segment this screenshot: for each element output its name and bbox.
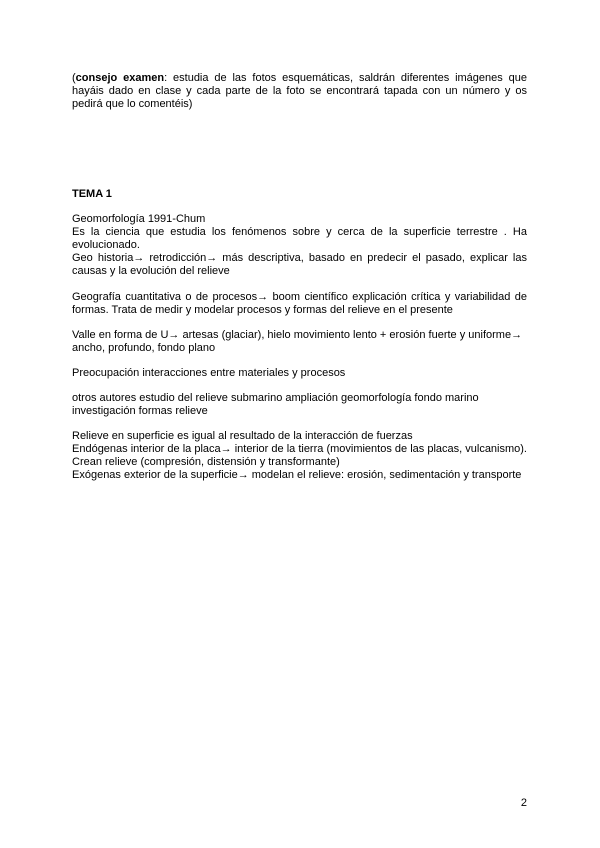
- quantitative-geography-paragraph: Geografía cuantitativa o de procesos→ boom científico explicación crítica y variabilidad de formas. Trata de medir y modelar procesos y formas del relieve en el presente: [72, 291, 527, 316]
- relief-forces-paragraph: [72, 430, 527, 482]
- exogenous-forces-line: Exógenas exterior de la superficie→ modelan el relieve: erosión, sedimentación y transporte: [72, 469, 522, 481]
- section-heading: TEMA 1: [72, 188, 112, 200]
- other-authors-line-2: investigación formas relieve: [72, 405, 208, 417]
- endogenous-forces-line: Endógenas interior de la placa→ interior de la tierra (movimientos de las placas, vulcanismo). Crean relieve (compresión, distensión y transformante): [72, 443, 527, 468]
- exam-advice-text: : estudia de las fotos esquemáticas, saldrán diferentes imágenes que hayáis dado en clase y cada parte de la foto se encontrará tapada con un número y os pedirá que lo comentéis): [72, 72, 527, 110]
- geomorphology-title-line: Geomorfología 1991-Chum: [72, 213, 206, 225]
- other-authors-paragraph: [72, 392, 527, 418]
- geomorphology-definition: Es la ciencia que estudia los fenómenos sobre y cerca de la superficie terrestre . Ha evolucionado.: [72, 226, 527, 251]
- open-paren: (: [72, 72, 76, 84]
- page-number: 2: [520, 797, 527, 809]
- geo-history-line: Geo historia→ retrodicción→ más descriptiva, basado en predecir el pasado, explicar las causas y la evolución del relieve: [72, 252, 527, 277]
- relief-forces-line: Relieve en superficie es igual al resultado de la interacción de fuerzas: [72, 430, 413, 442]
- exam-advice-label: consejo examen: [75, 72, 165, 84]
- u-valley-paragraph: Valle en forma de U→ artesas (glaciar), hielo movimiento lento + erosión fuerte y uniforme→ ancho, profundo, fondo plano: [72, 329, 523, 354]
- exam-advice-paragraph: [72, 72, 527, 111]
- interactions-paragraph: Preocupación interacciones entre materiales y procesos: [72, 367, 346, 379]
- geomorphology-paragraph: [72, 213, 527, 278]
- other-authors-line-1: otros autores estudio del relieve submarino ampliación geomorfología fondo marino: [72, 392, 479, 404]
